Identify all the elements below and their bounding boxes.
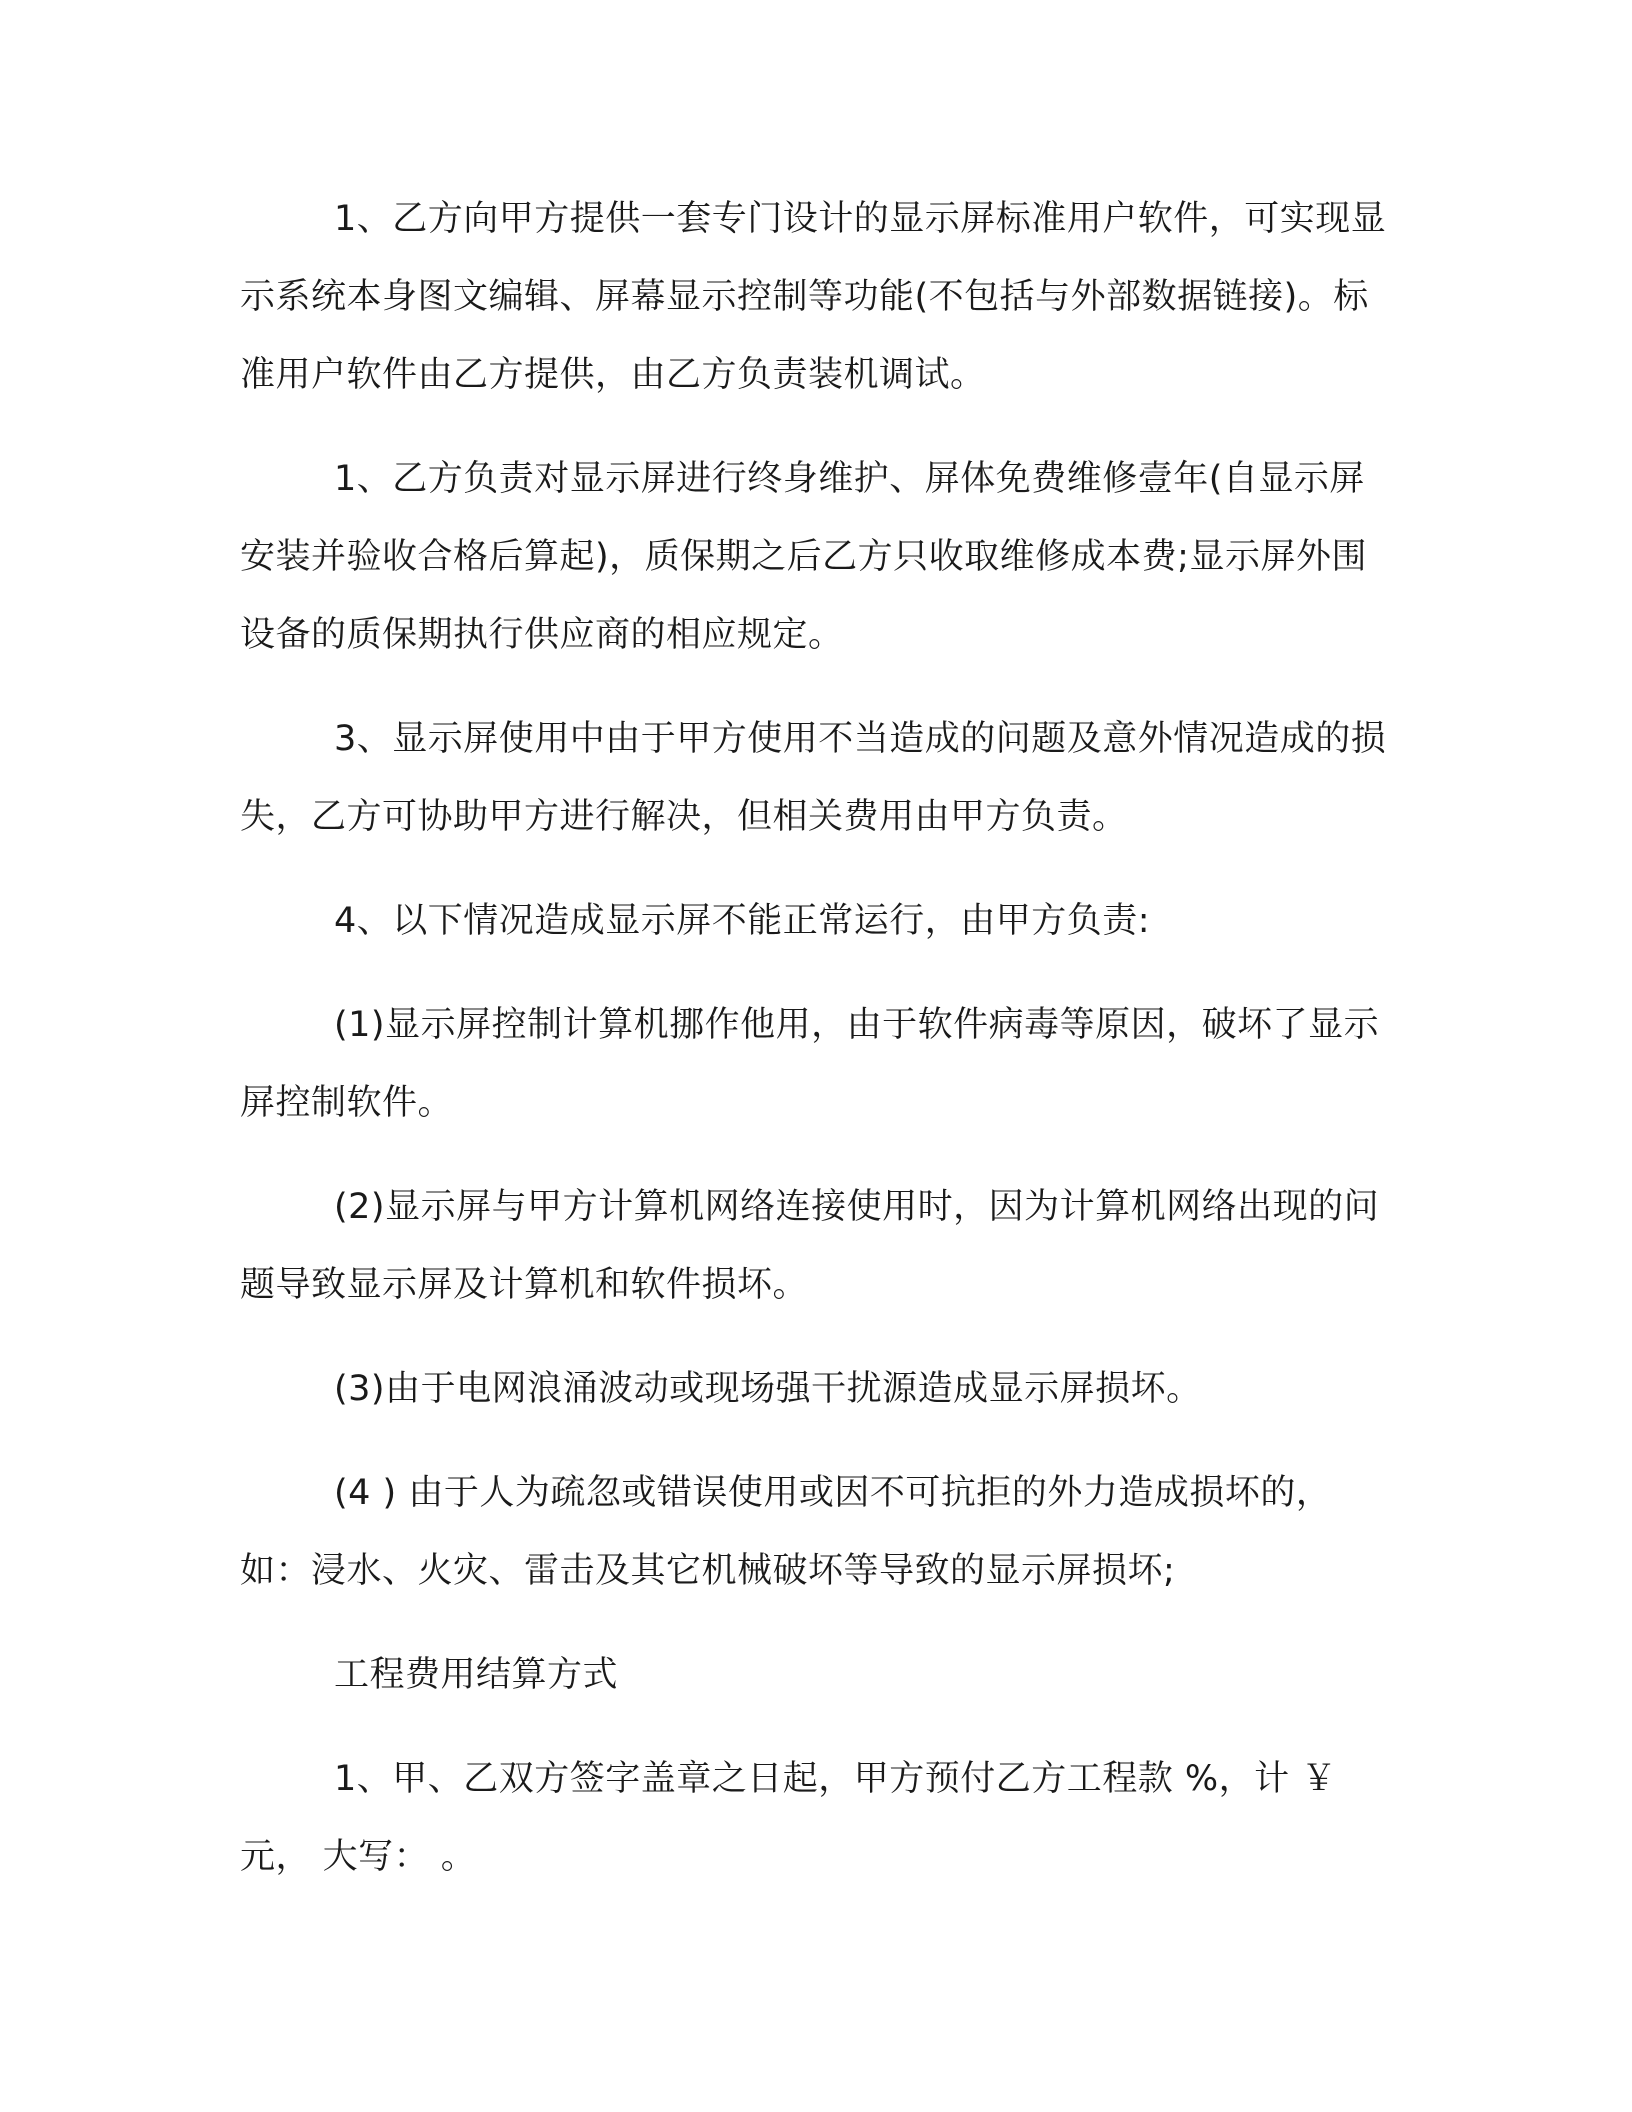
paragraph-prepayment: 1、甲、乙双方签字盖章之日起，甲方预付乙方工程款 %，计 ￥ 元， 大写： 。 [240, 1759, 1337, 1877]
paragraph-conditions-intro: 4、以下情况造成显示屏不能正常运行，由甲方负责: [334, 901, 1151, 941]
section-heading-settlement: 工程费用结算方式 [334, 1655, 619, 1695]
paragraph-condition-3: (3)由于电网浪涌波动或现场强干扰源造成显示屏损坏。 [334, 1369, 1202, 1409]
paragraph-misuse: 3、显示屏使用中由于甲方使用不当造成的问题及意外情况造成的损失，乙方可协助甲方进行解决，但相关费用由甲方负责。 [240, 719, 1387, 837]
paragraph-maintenance: 1、乙方负责对显示屏进行终身维护、屏体免费维修壹年(自显示屏安装并验收合格后算起)，质保期之后乙方只收取维修成本费;显示屏外围设备的质保期执行供应商的相应规定。 [240, 459, 1367, 655]
paragraph-condition-2: (2)显示屏与甲方计算机网络连接使用时，因为计算机网络出现的问题导致显示屏及计算机和软件损坏。 [240, 1187, 1380, 1305]
paragraph-condition-1: (1)显示屏控制计算机挪作他用，由于软件病毒等原因，破坏了显示屏控制软件。 [240, 1005, 1380, 1123]
paragraph-condition-4: (4 ) 由于人为疏忽或错误使用或因不可抗拒的外力造成损坏的，如：浸水、火灾、雷击及其它机械破坏等导致的显示屏损坏; [240, 1473, 1332, 1591]
paragraph-software: 1、乙方向甲方提供一套专门设计的显示屏标准用户软件，可实现显示系统本身图文编辑、屏幕显示控制等功能(不包括与外部数据链接)。标准用户软件由乙方提供，由乙方负责装机调试。 [240, 199, 1387, 395]
document-body [240, 180, 1392, 1922]
